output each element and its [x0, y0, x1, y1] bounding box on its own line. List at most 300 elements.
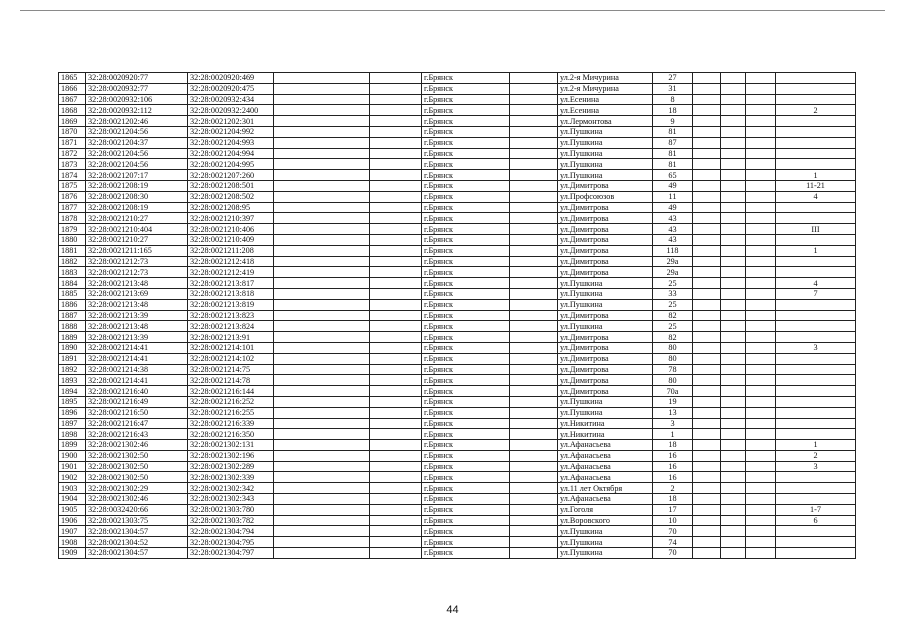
street-cell: ул.Афанасьева — [558, 472, 653, 483]
empty-cell — [721, 396, 746, 407]
table-row — [59, 342, 856, 353]
empty-cell — [746, 396, 776, 407]
object-cadastral-number-cell: 32:28:0020932:434 — [188, 94, 274, 105]
empty-cell — [721, 407, 746, 418]
street-cell: ул.Никитина — [558, 429, 653, 440]
house-number-cell: 65 — [653, 170, 693, 181]
apartment-cell — [776, 537, 856, 548]
house-number-cell: 18 — [653, 494, 693, 505]
city-cell: г.Брянск — [422, 321, 510, 332]
street-cell: ул.Пушкина — [558, 148, 653, 159]
empty-cell — [693, 375, 721, 386]
empty-cell — [274, 159, 370, 170]
city-cell: г.Брянск — [422, 440, 510, 451]
empty-cell — [693, 332, 721, 343]
table-row — [59, 73, 856, 84]
city-cell: г.Брянск — [422, 256, 510, 267]
cadastral-number-cell: 32:28:0021213:48 — [86, 299, 188, 310]
empty-cell — [510, 73, 558, 84]
empty-cell — [274, 126, 370, 137]
city-cell: г.Брянск — [422, 180, 510, 191]
empty-cell — [274, 342, 370, 353]
row-number-cell: 1897 — [59, 418, 86, 429]
cadastral-number-cell: 32:28:0020920:77 — [86, 73, 188, 84]
empty-cell — [746, 461, 776, 472]
city-cell: г.Брянск — [422, 202, 510, 213]
street-cell: ул.Гоголя — [558, 504, 653, 515]
city-cell: г.Брянск — [422, 116, 510, 127]
city-cell: г.Брянск — [422, 105, 510, 116]
empty-cell — [721, 299, 746, 310]
empty-cell — [274, 548, 370, 559]
empty-cell — [370, 332, 422, 343]
empty-cell — [693, 159, 721, 170]
object-cadastral-number-cell: 32:28:0021214:102 — [188, 353, 274, 364]
apartment-cell: 1 — [776, 440, 856, 451]
street-cell: ул.Пушкина — [558, 396, 653, 407]
apartment-cell — [776, 321, 856, 332]
empty-cell — [693, 494, 721, 505]
empty-cell — [721, 332, 746, 343]
empty-cell — [510, 472, 558, 483]
empty-cell — [510, 461, 558, 472]
empty-cell — [370, 494, 422, 505]
empty-cell — [693, 267, 721, 278]
object-cadastral-number-cell: 32:28:0021216:255 — [188, 407, 274, 418]
row-number-cell: 1877 — [59, 202, 86, 213]
empty-cell — [693, 180, 721, 191]
empty-cell — [746, 256, 776, 267]
row-number-cell: 1883 — [59, 267, 86, 278]
empty-cell — [721, 170, 746, 181]
empty-cell — [693, 202, 721, 213]
apartment-cell: 2 — [776, 105, 856, 116]
street-cell: ул.Пушкина — [558, 278, 653, 289]
empty-cell — [746, 418, 776, 429]
empty-cell — [746, 342, 776, 353]
object-cadastral-number-cell: 32:28:0021214:78 — [188, 375, 274, 386]
object-cadastral-number-cell: 32:28:0021302:339 — [188, 472, 274, 483]
table-row — [59, 83, 856, 94]
city-cell: г.Брянск — [422, 159, 510, 170]
street-cell: ул.Афанасьева — [558, 461, 653, 472]
house-number-cell: 80 — [653, 375, 693, 386]
object-cadastral-number-cell: 32:28:0021204:992 — [188, 126, 274, 137]
cadastral-number-cell: 32:28:0021204:56 — [86, 148, 188, 159]
row-number-cell: 1895 — [59, 396, 86, 407]
cadastral-number-cell: 32:28:0021213:48 — [86, 278, 188, 289]
empty-cell — [746, 494, 776, 505]
table-row — [59, 299, 856, 310]
empty-cell — [274, 364, 370, 375]
empty-cell — [746, 170, 776, 181]
table-row — [59, 450, 856, 461]
empty-cell — [721, 504, 746, 515]
house-number-cell: 74 — [653, 537, 693, 548]
empty-cell — [693, 342, 721, 353]
cadastral-number-cell: 32:28:0021213:39 — [86, 310, 188, 321]
empty-cell — [274, 148, 370, 159]
apartment-cell — [776, 407, 856, 418]
city-cell: г.Брянск — [422, 537, 510, 548]
empty-cell — [370, 310, 422, 321]
empty-cell — [746, 483, 776, 494]
cadastral-number-cell: 32:28:0021212:73 — [86, 256, 188, 267]
object-cadastral-number-cell: 32:28:0021214:101 — [188, 342, 274, 353]
empty-cell — [746, 375, 776, 386]
empty-cell — [510, 267, 558, 278]
empty-cell — [510, 170, 558, 181]
empty-cell — [274, 483, 370, 494]
empty-cell — [693, 504, 721, 515]
row-number-cell: 1908 — [59, 537, 86, 548]
cadastral-number-cell: 32:28:0021216:47 — [86, 418, 188, 429]
empty-cell — [274, 137, 370, 148]
apartment-cell — [776, 256, 856, 267]
city-cell: г.Брянск — [422, 429, 510, 440]
empty-cell — [693, 429, 721, 440]
empty-cell — [721, 288, 746, 299]
empty-cell — [510, 537, 558, 548]
empty-cell — [370, 126, 422, 137]
street-cell: ул.Димитрова — [558, 386, 653, 397]
empty-cell — [721, 159, 746, 170]
object-cadastral-number-cell: 32:28:0021303:780 — [188, 504, 274, 515]
empty-cell — [370, 256, 422, 267]
empty-cell — [721, 202, 746, 213]
empty-cell — [746, 537, 776, 548]
empty-cell — [510, 191, 558, 202]
empty-cell — [274, 299, 370, 310]
empty-cell — [510, 256, 558, 267]
empty-cell — [510, 278, 558, 289]
cadastral-number-cell: 32:28:0021302:50 — [86, 472, 188, 483]
empty-cell — [274, 440, 370, 451]
empty-cell — [510, 116, 558, 127]
empty-cell — [510, 159, 558, 170]
empty-cell — [274, 418, 370, 429]
house-number-cell: 70а — [653, 386, 693, 397]
object-cadastral-number-cell: 32:28:0021213:819 — [188, 299, 274, 310]
empty-cell — [746, 548, 776, 559]
empty-cell — [370, 278, 422, 289]
empty-cell — [693, 418, 721, 429]
street-cell: ул.Димитрова — [558, 213, 653, 224]
house-number-cell: 16 — [653, 472, 693, 483]
cadastral-number-cell: 32:28:0021204:56 — [86, 159, 188, 170]
empty-cell — [746, 116, 776, 127]
apartment-cell — [776, 396, 856, 407]
object-cadastral-number-cell: 32:28:0021204:993 — [188, 137, 274, 148]
object-cadastral-number-cell: 32:28:0021204:994 — [188, 148, 274, 159]
empty-cell — [693, 450, 721, 461]
city-cell: г.Брянск — [422, 504, 510, 515]
street-cell: ул.Профсоюзов — [558, 191, 653, 202]
empty-cell — [693, 364, 721, 375]
empty-cell — [693, 461, 721, 472]
street-cell: ул.Пушкина — [558, 159, 653, 170]
apartment-cell: 1 — [776, 245, 856, 256]
table-row — [59, 515, 856, 526]
cadastral-number-cell: 32:28:0021211:165 — [86, 245, 188, 256]
empty-cell — [721, 548, 746, 559]
empty-cell — [370, 461, 422, 472]
cadastral-number-cell: 32:28:0021210:27 — [86, 213, 188, 224]
empty-cell — [510, 494, 558, 505]
empty-cell — [274, 83, 370, 94]
row-number-cell: 1904 — [59, 494, 86, 505]
empty-cell — [746, 180, 776, 191]
house-number-cell: 82 — [653, 332, 693, 343]
empty-cell — [370, 396, 422, 407]
row-number-cell: 1878 — [59, 213, 86, 224]
object-cadastral-number-cell: 32:28:0021213:824 — [188, 321, 274, 332]
empty-cell — [693, 170, 721, 181]
empty-cell — [370, 472, 422, 483]
empty-cell — [746, 213, 776, 224]
row-number-cell: 1903 — [59, 483, 86, 494]
empty-cell — [746, 288, 776, 299]
empty-cell — [746, 386, 776, 397]
empty-cell — [370, 180, 422, 191]
empty-cell — [370, 526, 422, 537]
row-number-cell: 1887 — [59, 310, 86, 321]
empty-cell — [274, 245, 370, 256]
cadastral-number-cell: 32:28:0021216:40 — [86, 386, 188, 397]
empty-cell — [693, 440, 721, 451]
house-number-cell: 3 — [653, 418, 693, 429]
city-cell: г.Брянск — [422, 450, 510, 461]
table-row — [59, 256, 856, 267]
empty-cell — [746, 245, 776, 256]
empty-cell — [274, 73, 370, 84]
empty-cell — [370, 245, 422, 256]
cadastral-number-cell: 32:28:0021213:69 — [86, 288, 188, 299]
city-cell: г.Брянск — [422, 234, 510, 245]
empty-cell — [370, 137, 422, 148]
empty-cell — [274, 310, 370, 321]
house-number-cell: 70 — [653, 548, 693, 559]
empty-cell — [746, 94, 776, 105]
empty-cell — [693, 213, 721, 224]
object-cadastral-number-cell: 32:28:0021216:144 — [188, 386, 274, 397]
apartment-cell — [776, 310, 856, 321]
empty-cell — [274, 450, 370, 461]
cadastral-number-cell: 32:28:0021202:46 — [86, 116, 188, 127]
city-cell: г.Брянск — [422, 483, 510, 494]
empty-cell — [746, 440, 776, 451]
street-cell: ул.Димитрова — [558, 375, 653, 386]
empty-cell — [746, 353, 776, 364]
empty-cell — [274, 321, 370, 332]
empty-cell — [746, 234, 776, 245]
house-number-cell: 118 — [653, 245, 693, 256]
empty-cell — [510, 526, 558, 537]
empty-cell — [510, 83, 558, 94]
apartment-cell: 4 — [776, 278, 856, 289]
city-cell: г.Брянск — [422, 494, 510, 505]
street-cell: ул.Димитрова — [558, 353, 653, 364]
street-cell: ул.Пушкина — [558, 288, 653, 299]
registry-table-body — [59, 73, 856, 559]
row-number-cell: 1891 — [59, 353, 86, 364]
empty-cell — [370, 440, 422, 451]
house-number-cell: 43 — [653, 224, 693, 235]
apartment-cell — [776, 353, 856, 364]
row-number-cell: 1896 — [59, 407, 86, 418]
city-cell: г.Брянск — [422, 191, 510, 202]
empty-cell — [370, 504, 422, 515]
apartment-cell — [776, 494, 856, 505]
apartment-cell — [776, 332, 856, 343]
cadastral-number-cell: 32:28:0021216:43 — [86, 429, 188, 440]
empty-cell — [693, 310, 721, 321]
table-row — [59, 526, 856, 537]
house-number-cell: 19 — [653, 396, 693, 407]
row-number-cell: 1890 — [59, 342, 86, 353]
empty-cell — [274, 116, 370, 127]
table-row — [59, 310, 856, 321]
row-number-cell: 1870 — [59, 126, 86, 137]
street-cell: ул.2-я Мичурина — [558, 73, 653, 84]
empty-cell — [510, 450, 558, 461]
table-row — [59, 364, 856, 375]
cadastral-number-cell: 32:28:0021207:17 — [86, 170, 188, 181]
apartment-cell — [776, 148, 856, 159]
object-cadastral-number-cell: 32:28:0021202:301 — [188, 116, 274, 127]
empty-cell — [510, 180, 558, 191]
empty-cell — [721, 105, 746, 116]
row-number-cell: 1901 — [59, 461, 86, 472]
empty-cell — [510, 224, 558, 235]
empty-cell — [370, 83, 422, 94]
empty-cell — [274, 494, 370, 505]
cadastral-number-cell: 32:28:0021208:19 — [86, 180, 188, 191]
street-cell: ул.Пушкина — [558, 407, 653, 418]
row-number-cell: 1905 — [59, 504, 86, 515]
apartment-cell — [776, 429, 856, 440]
table-row — [59, 386, 856, 397]
object-cadastral-number-cell: 32:28:0021304:794 — [188, 526, 274, 537]
empty-cell — [693, 234, 721, 245]
empty-cell — [721, 83, 746, 94]
empty-cell — [746, 310, 776, 321]
empty-cell — [510, 310, 558, 321]
empty-cell — [274, 537, 370, 548]
empty-cell — [721, 224, 746, 235]
empty-cell — [693, 224, 721, 235]
empty-cell — [370, 450, 422, 461]
empty-cell — [746, 526, 776, 537]
object-cadastral-number-cell: 32:28:0021204:995 — [188, 159, 274, 170]
empty-cell — [370, 342, 422, 353]
street-cell: ул.Димитрова — [558, 267, 653, 278]
registry-table — [58, 72, 856, 559]
empty-cell — [721, 245, 746, 256]
empty-cell — [510, 202, 558, 213]
empty-cell — [693, 537, 721, 548]
house-number-cell: 29а — [653, 267, 693, 278]
empty-cell — [746, 73, 776, 84]
empty-cell — [274, 429, 370, 440]
apartment-cell — [776, 213, 856, 224]
city-cell: г.Брянск — [422, 170, 510, 181]
table-row — [59, 504, 856, 515]
city-cell: г.Брянск — [422, 288, 510, 299]
house-number-cell: 80 — [653, 353, 693, 364]
street-cell: ул.Димитрова — [558, 332, 653, 343]
city-cell: г.Брянск — [422, 137, 510, 148]
empty-cell — [721, 73, 746, 84]
empty-cell — [510, 548, 558, 559]
city-cell: г.Брянск — [422, 386, 510, 397]
object-cadastral-number-cell: 32:28:0021302:196 — [188, 450, 274, 461]
empty-cell — [370, 483, 422, 494]
apartment-cell — [776, 94, 856, 105]
street-cell: ул.Пушкина — [558, 126, 653, 137]
street-cell: ул.Пушкина — [558, 170, 653, 181]
empty-cell — [693, 116, 721, 127]
object-cadastral-number-cell: 32:28:0021210:409 — [188, 234, 274, 245]
cadastral-number-cell: 32:28:0020932:112 — [86, 105, 188, 116]
empty-cell — [510, 105, 558, 116]
empty-cell — [693, 321, 721, 332]
street-cell: ул.Димитрова — [558, 310, 653, 321]
apartment-cell: 6 — [776, 515, 856, 526]
table-row — [59, 191, 856, 202]
city-cell: г.Брянск — [422, 267, 510, 278]
empty-cell — [693, 83, 721, 94]
empty-cell — [274, 234, 370, 245]
street-cell: ул.Димитрова — [558, 202, 653, 213]
empty-cell — [746, 159, 776, 170]
table-row — [59, 213, 856, 224]
city-cell: г.Брянск — [422, 299, 510, 310]
empty-cell — [274, 105, 370, 116]
empty-cell — [510, 429, 558, 440]
row-number-cell: 1873 — [59, 159, 86, 170]
empty-cell — [693, 548, 721, 559]
cadastral-number-cell: 32:28:0021303:75 — [86, 515, 188, 526]
street-cell: ул.Никитина — [558, 418, 653, 429]
empty-cell — [370, 116, 422, 127]
cadastral-number-cell: 32:28:0021302:50 — [86, 461, 188, 472]
empty-cell — [370, 105, 422, 116]
house-number-cell: 17 — [653, 504, 693, 515]
empty-cell — [274, 224, 370, 235]
empty-cell — [510, 364, 558, 375]
row-number-cell: 1888 — [59, 321, 86, 332]
table-row — [59, 418, 856, 429]
empty-cell — [370, 353, 422, 364]
house-number-cell: 18 — [653, 440, 693, 451]
object-cadastral-number-cell: 32:28:0020920:469 — [188, 73, 274, 84]
cadastral-number-cell: 32:28:0021210:27 — [86, 234, 188, 245]
empty-cell — [370, 515, 422, 526]
empty-cell — [746, 450, 776, 461]
table-row — [59, 537, 856, 548]
cadastral-number-cell: 32:28:0021302:46 — [86, 440, 188, 451]
object-cadastral-number-cell: 32:28:0021216:339 — [188, 418, 274, 429]
empty-cell — [721, 126, 746, 137]
street-cell: ул.Есенина — [558, 94, 653, 105]
empty-cell — [721, 418, 746, 429]
row-number-cell: 1893 — [59, 375, 86, 386]
empty-cell — [274, 472, 370, 483]
house-number-cell: 29а — [653, 256, 693, 267]
house-number-cell: 27 — [653, 73, 693, 84]
table-row — [59, 116, 856, 127]
